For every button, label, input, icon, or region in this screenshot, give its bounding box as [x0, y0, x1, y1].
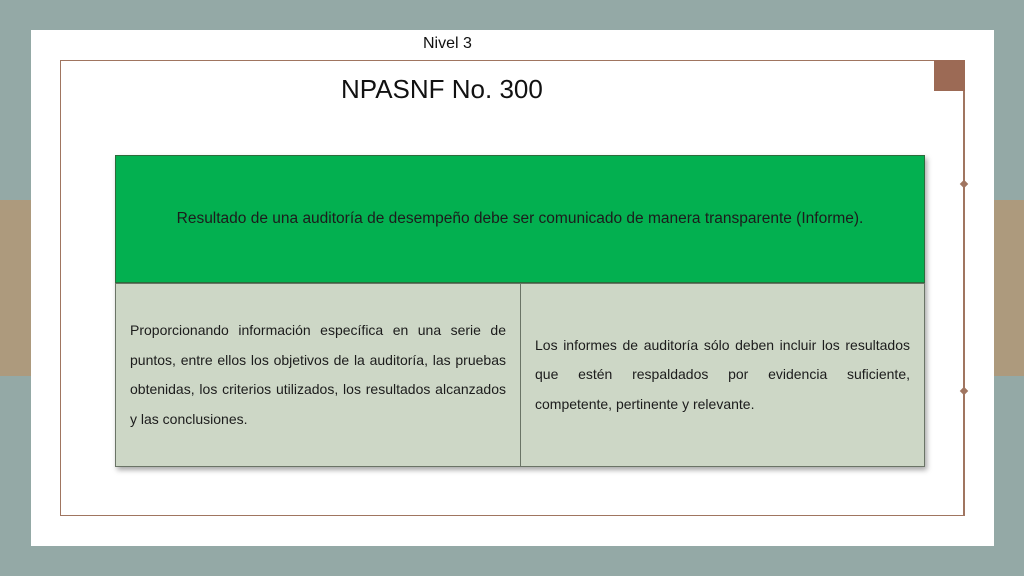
corner-square-decoration: [934, 60, 965, 91]
content-table: [115, 155, 925, 467]
page-title: NPASNF No. 300: [341, 74, 543, 104]
left-accent-band: [0, 200, 31, 376]
frame-right-line: [964, 185, 965, 390]
frame-right-line: [964, 91, 965, 183]
table-cell-right-text: Los informes de auditoría sólo deben incluir los resultados que estén respaldados por evidencia suficiente, competente, pertinente y relevante.: [535, 336, 910, 412]
level-label: Nivel 3: [423, 35, 472, 52]
table-header-cell: [115, 155, 925, 283]
table-cell-right: [520, 283, 925, 467]
frame-right-line: [964, 392, 965, 516]
table-header-text: Resultado de una auditoría de desempeño debe ser comunicado de manera transparente (Informe).: [176, 210, 864, 227]
table-cell-left: [115, 283, 521, 467]
table-cell-left-text: Proporcionando información específica en una serie de puntos, entre ellos los objetivos de la auditoría, las pruebas obtenidas, los criterios utilizados, los resultados alcanzados y las conclusiones.: [130, 322, 506, 427]
